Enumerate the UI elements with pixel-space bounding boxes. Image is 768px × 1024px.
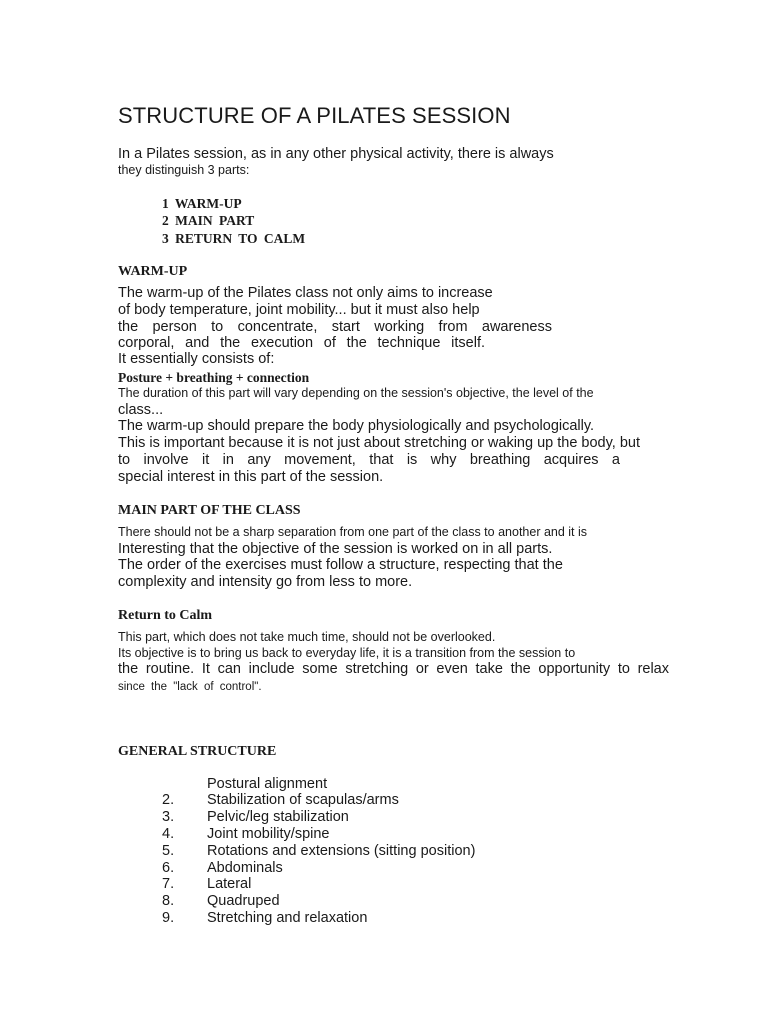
warmup-line-2: of body temperature, joint mobility... but it must also help — [118, 302, 480, 318]
list-item-text: Stabilization of scapulas/arms — [207, 792, 399, 808]
list-item — [0, 792, 768, 809]
list-item-number: 6. — [162, 860, 175, 876]
main-part-line-1: There should not be a sharp separation from one part of the class to another and it is — [118, 525, 588, 539]
return-calm-line-4: since the "lack of control". — [118, 681, 262, 693]
list-item-text: Rotations and extensions (sitting position) — [207, 843, 476, 859]
warmup2-line-1: The duration of this part will vary depending on the session's objective, the level of the — [118, 386, 594, 400]
list-item — [0, 876, 768, 893]
list-item-text: Abdominals — [207, 860, 283, 876]
warmup2-line-5: to involve it in any movement, that is why breathing acquires a — [118, 452, 620, 468]
warmup2-line-4: This is important because it is not just about stretching or waking up the body, but — [118, 435, 641, 451]
return-calm-heading: Return to Calm — [118, 608, 213, 623]
list-item-number: 5. — [162, 843, 175, 859]
list-item-number: 7. — [162, 876, 175, 892]
list-item-number: 8. — [162, 893, 175, 909]
warmup2-line-3: The warm-up should prepare the body physiologically and psychologically. — [118, 418, 595, 434]
page-title: STRUCTURE OF A PILATES SESSION — [118, 103, 511, 128]
warmup2-line-6: special interest in this part of the session. — [118, 469, 384, 485]
warmup-line-5: It essentially consists of: — [118, 351, 275, 367]
return-calm-line-2: Its objective is to bring us back to everyday life, it is a transition from the session to — [118, 646, 576, 660]
warmup2-line-2: class... — [118, 402, 164, 418]
parts-item-3: 3 RETURN TO CALM — [162, 231, 306, 246]
main-part-line-2: Interesting that the objective of the session is worked on in all parts. — [118, 541, 553, 557]
return-calm-line-1: This part, which does not take much time, should not be overlooked. — [118, 630, 496, 644]
warmup-line-3: the person to concentrate, start working from awareness — [118, 319, 552, 335]
intro-line-2: they distinguish 3 parts: — [118, 163, 250, 177]
list-item — [0, 776, 768, 793]
warmup-line-1: The warm-up of the Pilates class not only aims to increase — [118, 285, 493, 301]
main-part-line-4: complexity and intensity go from less to more. — [118, 574, 413, 590]
warmup-bold-line: Posture + breathing + connection — [118, 370, 310, 385]
list-item-text: Postural alignment — [207, 776, 328, 792]
list-item — [0, 826, 768, 843]
list-item — [0, 843, 768, 860]
list-item-text: Joint mobility/spine — [207, 826, 330, 842]
warmup-heading: WARM-UP — [118, 264, 188, 279]
list-item-number: 4. — [162, 826, 175, 842]
intro-line-1: In a Pilates session, as in any other physical activity, there is always — [118, 146, 554, 162]
list-item-number: 3. — [162, 809, 175, 825]
main-part-line-3: The order of the exercises must follow a structure, respecting that the — [118, 557, 563, 573]
warmup-line-4: corporal, and the execution of the technique itself. — [118, 335, 485, 351]
main-part-heading: MAIN PART OF THE CLASS — [118, 503, 301, 518]
list-item — [0, 893, 768, 910]
parts-item-1: 1 WARM-UP — [162, 196, 242, 211]
list-item — [0, 910, 768, 927]
general-structure-heading: GENERAL STRUCTURE — [118, 744, 277, 759]
list-item-number: 9. — [162, 910, 175, 926]
list-item-text: Stretching and relaxation — [207, 910, 368, 926]
list-item — [0, 809, 768, 826]
list-item — [0, 860, 768, 877]
parts-item-2: 2 MAIN PART — [162, 213, 255, 228]
list-item-text: Lateral — [207, 876, 252, 892]
list-item-text: Quadruped — [207, 893, 280, 909]
list-item-text: Pelvic/leg stabilization — [207, 809, 349, 825]
list-item-number: 2. — [162, 792, 175, 808]
return-calm-line-3: the routine. It can include some stretching or even take the opportunity to relax — [118, 661, 669, 677]
